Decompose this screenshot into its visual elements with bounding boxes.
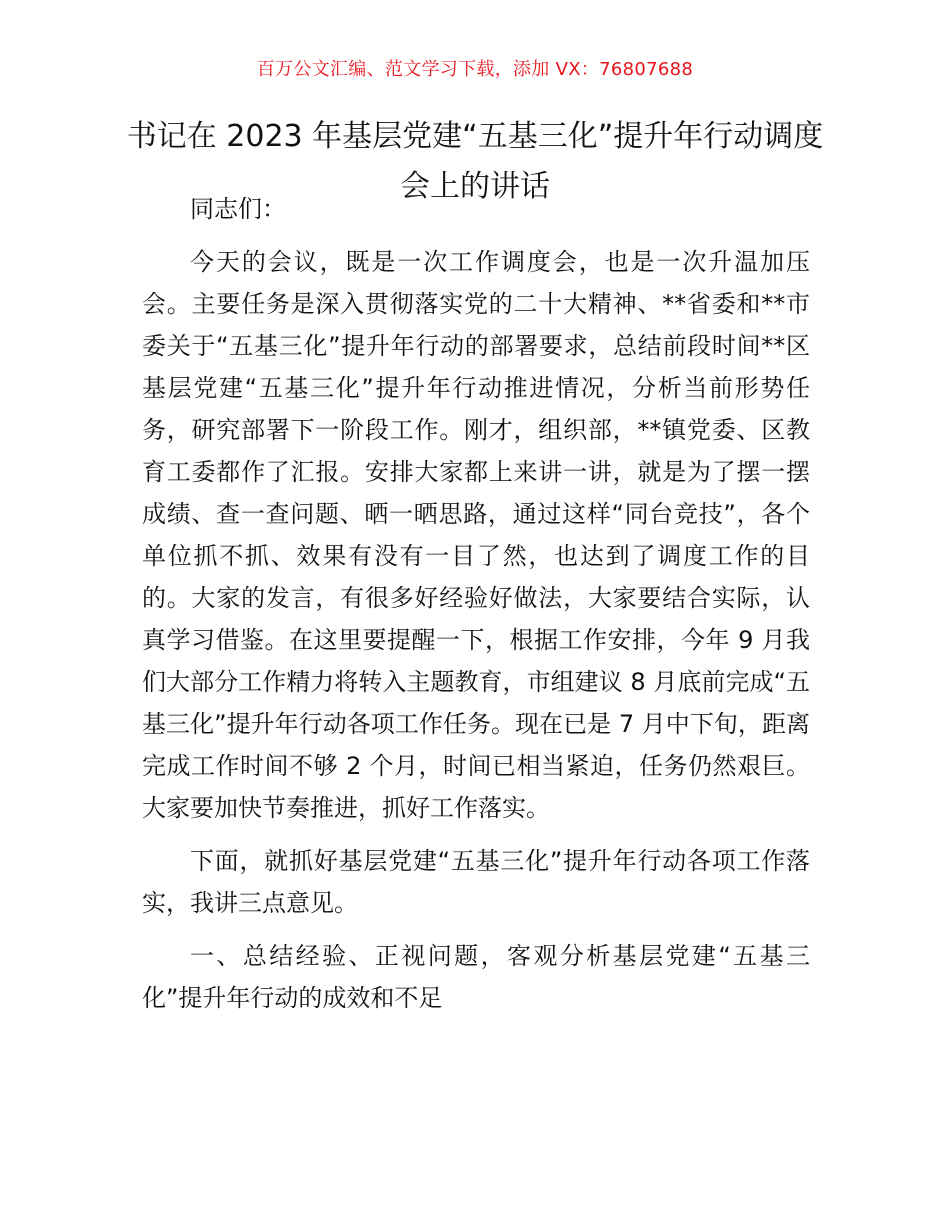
promo-header: 百万公文汇编、范文学习下载，添加 VX：76807688 (256, 59, 694, 80)
body-paragraph: 下面，就抓好基层党建“五基三化”提升年行动各项工作落实，我讲三点意见。 (142, 847, 810, 917)
document-body (142, 188, 810, 1030)
section-heading: 一、总结经验、正视问题，客观分析基层党建“五基三化”提升年行动的成效和不足 (142, 942, 810, 1012)
salutation-paragraph: 同志们： (190, 195, 286, 223)
document-title: 书记在 2023 年基层党建“五基三化”提升年行动调度会上的讲话 (126, 119, 824, 204)
body-paragraph: 今天的会议，既是一次工作调度会，也是一次升温加压会。主要任务是深入贯彻落实党的二十大精神、**省委和**市委关于“五基三化”提升年行动的部署要求，总结前段时间**区基层党建“五基三化”提升年行动推进情况，分析当前形势任务，研究部署下一阶段工作。刚才，组织部，**镇党委、区教育工委都作了汇报。安排大家都上来讲一讲，就是为了摆一摆成绩、查一查问题、晒一晒思路，通过这样“同台竞技”，各个单位抓不抓、效果有没有一目了然，也达到了调度工作的目的。大家的发言，有很多好经验好做法，大家要结合实际，认真学习借鉴。在这里要提醒一下，根据工作安排，今年 9 月我们大部分工作精力将转入主题教育，市组建议 8 月底前完成“五基三化”提升年行动各项工作任务。现在已是 7 月中下旬，距离完成工作时间不够 2 个月，时间已相当紧迫，任务仍然艰巨。大家要加快节奏推进，抓好工作落实。 (142, 248, 810, 822)
